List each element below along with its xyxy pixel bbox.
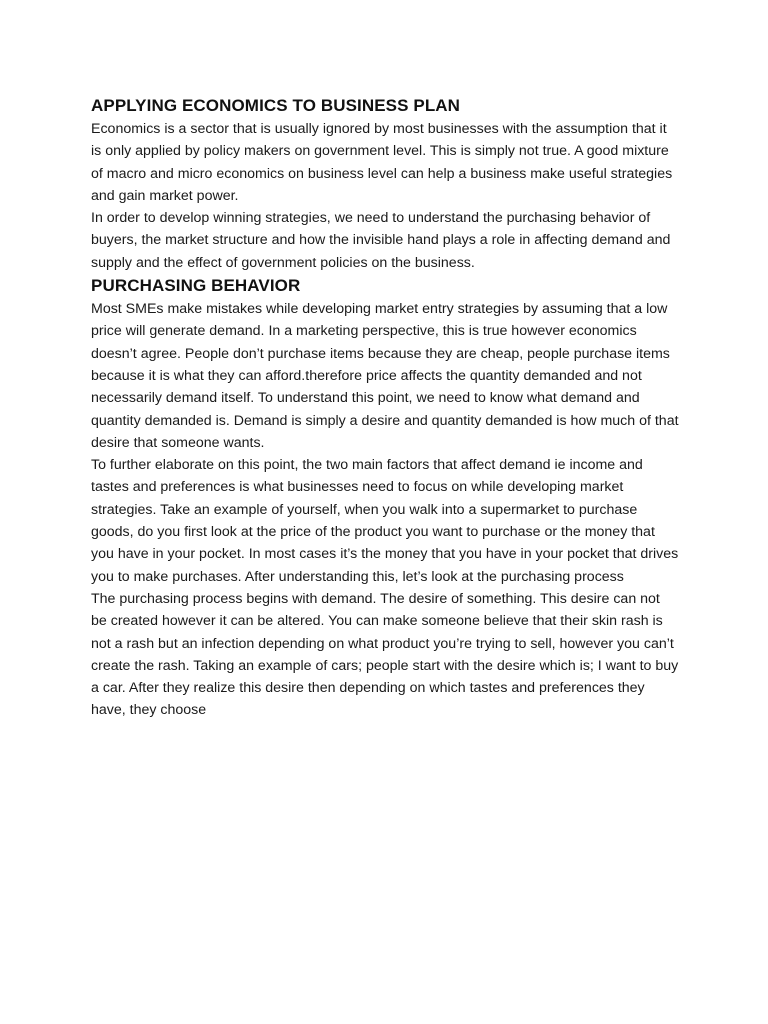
document-body bbox=[91, 94, 679, 722]
section-heading-purchasing-behavior: PURCHASING BEHAVIOR bbox=[91, 276, 301, 296]
paragraph-intro: Economics is a sector that is usually ignored by most businesses with the assumption that it is only applied by policy makers on government level. This is simply not true. A good mixture of macro and micro economics on business level can help a business make useful strategies and gain market power. bbox=[91, 121, 673, 204]
paragraph-strategies: In order to develop winning strategies, we need to understand the purchasing behavior of buyers, the market structure and how the invisible hand plays a role in affecting demand and supply and the effect of government policies on the business. bbox=[91, 210, 671, 271]
paragraph-demand-factors: To further elaborate on this point, the two main factors that affect demand ie income and tastes and preferences is what businesses need to focus on while developing market strategies. Take an example of yourself, when you walk into a supermarket to purchase goods, do you first look at the price of the product you want to purchase or the money that you have in your pocket. In most cases it’s the money that you have in your pocket that drives you to make purchases. After understanding this, let’s look at the purchasing process bbox=[91, 457, 679, 585]
paragraph-purchasing-process: The purchasing process begins with demand. The desire of something. This desire can not be created however it can be altered. You can make someone believe that their skin rash is not a rash but an infection depending on what product you’re trying to sell, however you can’t create the rash. Taking an example of cars; people start with the desire which is; I want to buy a car. After they realize this desire then depending on which tastes and preferences they have, they choose bbox=[91, 590, 679, 719]
paragraph-smes: Most SMEs make mistakes while developing market entry strategies by assuming that a low price will generate demand. In a marketing perspective, this is true however economics doesn’t agree. People don’t purchase items because they are cheap, people purchase items because it is what they can afford.therefore price affects the quantity demanded and not necessarily demand itself. To understand this point, we need to know what demand and quantity demanded is. Demand is simply a desire and quantity demanded is how much of that desire that someone wants. bbox=[91, 301, 679, 451]
section-heading-applying-economics: APPLYING ECONOMICS TO BUSINESS PLAN bbox=[91, 96, 461, 115]
